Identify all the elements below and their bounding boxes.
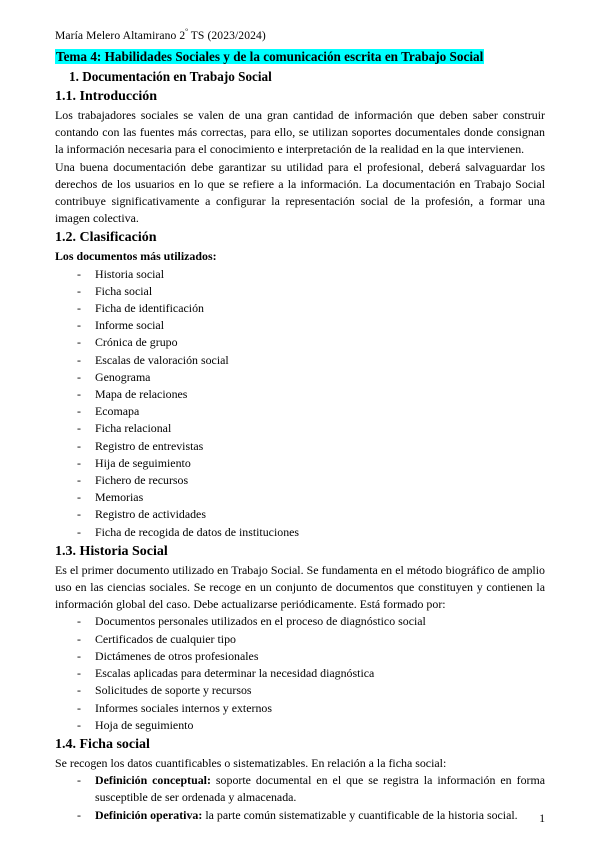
list-item-label: Ecomapa: [95, 404, 140, 419]
list-item: [55, 682, 545, 699]
list-item: [55, 300, 545, 317]
definition-label: Definición operativa:: [95, 807, 203, 822]
author-course-suffix: TS (2023/2024): [187, 29, 266, 42]
definition-text: la parte común sistematizable y cuantificable de la historia social.: [202, 807, 518, 822]
list-item: [55, 648, 545, 665]
dash-bullet-icon: -: [77, 473, 81, 488]
dash-bullet-icon: -: [77, 283, 81, 298]
list-item: [55, 352, 545, 369]
list-item-label: Ficha de recogida de datos de instituciones: [95, 524, 300, 539]
list-item-label: Fichero de recursos: [95, 473, 189, 488]
dash-bullet-icon: -: [77, 266, 81, 281]
list-item: [55, 266, 545, 283]
section-heading-1-1: 1.1. Introducción: [55, 89, 158, 104]
list-item: [55, 403, 545, 420]
author-name-prefix: María Melero Altamirano 2: [55, 29, 186, 42]
section-1-2-lead: Los documentos más utilizados:: [55, 249, 217, 264]
list-item-label: Escalas aplicadas para determinar la necesidad diagnóstica: [95, 666, 375, 681]
list-item: [55, 334, 545, 351]
list-item: [55, 807, 545, 824]
list-item-label: Ficha social: [95, 283, 153, 298]
list-item-label: Dictámenes de otros profesionales: [95, 648, 259, 663]
list-item: [55, 631, 545, 648]
list-item: [55, 317, 545, 334]
list-item-label: Certificados de cualquier tipo: [95, 631, 236, 646]
list-item-label: Solicitudes de soporte y recursos: [95, 683, 252, 698]
list-item: [55, 613, 545, 630]
list-item-label: Memorias: [95, 490, 144, 505]
dash-bullet-icon: -: [77, 666, 81, 681]
list-item-label: Informes sociales internos y externos: [95, 700, 272, 715]
dash-bullet-icon: -: [77, 717, 81, 732]
list-item: [55, 665, 545, 682]
list-item: [55, 420, 545, 437]
section-1-3-paragraph-1: Es el primer documento utilizado en Trabajo Social. Se fundamenta en el método biográfico de amplio uso en las ciencias sociales. Se recoge en un conjunto de documentos que constituyen y contienen la información global del caso. Debe actualizarse periódicamente. Está formado por:: [55, 562, 545, 612]
dash-bullet-icon: -: [77, 335, 81, 350]
list-item: [55, 472, 545, 489]
dash-bullet-icon: -: [77, 490, 81, 505]
list-item: [55, 489, 545, 506]
list-item-label: Crónica de grupo: [95, 335, 178, 350]
list-item: [55, 717, 545, 734]
dash-bullet-icon: -: [77, 807, 81, 822]
definition-label: Definición conceptual:: [95, 773, 211, 788]
section-1-1-paragraph-1: Los trabajadores sociales se valen de una gran cantidad de información que deben saber construir contando con las fuentes más correctas, para ello, se utilizan soportes documentales donde consignan la información necesaria para el conocimiento e interpretación de la realidad en la que intervienen.: [55, 108, 545, 157]
list-item: [55, 455, 545, 472]
section-heading-1-3: 1.3. Historia Social: [55, 543, 168, 559]
dash-bullet-icon: -: [77, 369, 81, 384]
list-item-label: Hija de seguimiento: [95, 455, 191, 470]
list-item: [55, 772, 545, 806]
chapter-heading: 1. Documentación en Trabajo Social: [69, 69, 272, 84]
dash-bullet-icon: -: [77, 387, 81, 402]
page-number: 1: [539, 812, 545, 825]
section-1-4-paragraph-1: Se recogen los datos cuantificables o sistematizables. En relación a la ficha social:: [55, 755, 447, 770]
dash-bullet-icon: -: [77, 455, 81, 470]
list-item: [55, 283, 545, 300]
list-item-label: Ficha relacional: [95, 421, 172, 436]
dash-bullet-icon: -: [77, 631, 81, 646]
section-heading-1-2: 1.2. Clasificación: [55, 230, 157, 246]
list-item-label: Ficha de identificación: [95, 301, 204, 316]
list-item: [55, 369, 545, 386]
dash-bullet-icon: -: [77, 773, 81, 788]
document-title-highlighted: Tema 4: Habilidades Sociales y de la comunicación escrita en Trabajo Social: [56, 49, 484, 64]
list-item-label: Genograma: [95, 369, 151, 384]
dash-bullet-icon: -: [77, 614, 81, 629]
dash-bullet-icon: -: [77, 438, 81, 453]
dash-bullet-icon: -: [77, 683, 81, 698]
section-1-2-list: [55, 266, 545, 541]
dash-bullet-icon: -: [77, 404, 81, 419]
list-item-label: Informe social: [95, 318, 165, 333]
document-body: [55, 28, 545, 824]
list-item-label: Historia social: [95, 266, 165, 281]
list-item-label: Hoja de seguimiento: [95, 717, 194, 732]
section-1-3-list: [55, 613, 545, 733]
list-item-label: Documentos personales utilizados en el proceso de diagnóstico social: [95, 614, 426, 629]
list-item-label: Registro de actividades: [95, 507, 206, 522]
list-item-label: Mapa de relaciones: [95, 387, 188, 402]
list-item: [55, 700, 545, 717]
dash-bullet-icon: -: [77, 700, 81, 715]
list-item: [55, 438, 545, 455]
dash-bullet-icon: -: [77, 301, 81, 316]
list-item: [55, 506, 545, 523]
section-1-4-definition-list: [55, 772, 545, 824]
dash-bullet-icon: -: [77, 507, 81, 522]
document-title-wrapper: [55, 48, 545, 66]
dash-bullet-icon: -: [77, 421, 81, 436]
author-header-line: [55, 28, 545, 43]
author-ordinal-superscript: º: [185, 27, 188, 37]
section-1-1-paragraph-2: Una buena documentación debe garantizar su utilidad para el profesional, deberá salvaguardar los derechos de los usuarios en lo que se refiere a la información. La documentación en Trabajo Social contribuye significativamente a configurar la representación social de la profesión, a formar una imagen colectiva.: [55, 159, 545, 226]
dash-bullet-icon: -: [77, 648, 81, 663]
list-item-label: Escalas de valoración social: [95, 352, 229, 367]
list-item: [55, 524, 545, 541]
section-heading-1-4: 1.4. Ficha social: [55, 736, 150, 752]
dash-bullet-icon: -: [77, 352, 81, 367]
dash-bullet-icon: -: [77, 524, 81, 539]
list-item: [55, 386, 545, 403]
list-item-label: Registro de entrevistas: [95, 438, 204, 453]
definition-text: soporte documental en el que se registra la información en forma susceptible de ser ordenada y almacenada.: [95, 773, 545, 805]
dash-bullet-icon: -: [77, 318, 81, 333]
